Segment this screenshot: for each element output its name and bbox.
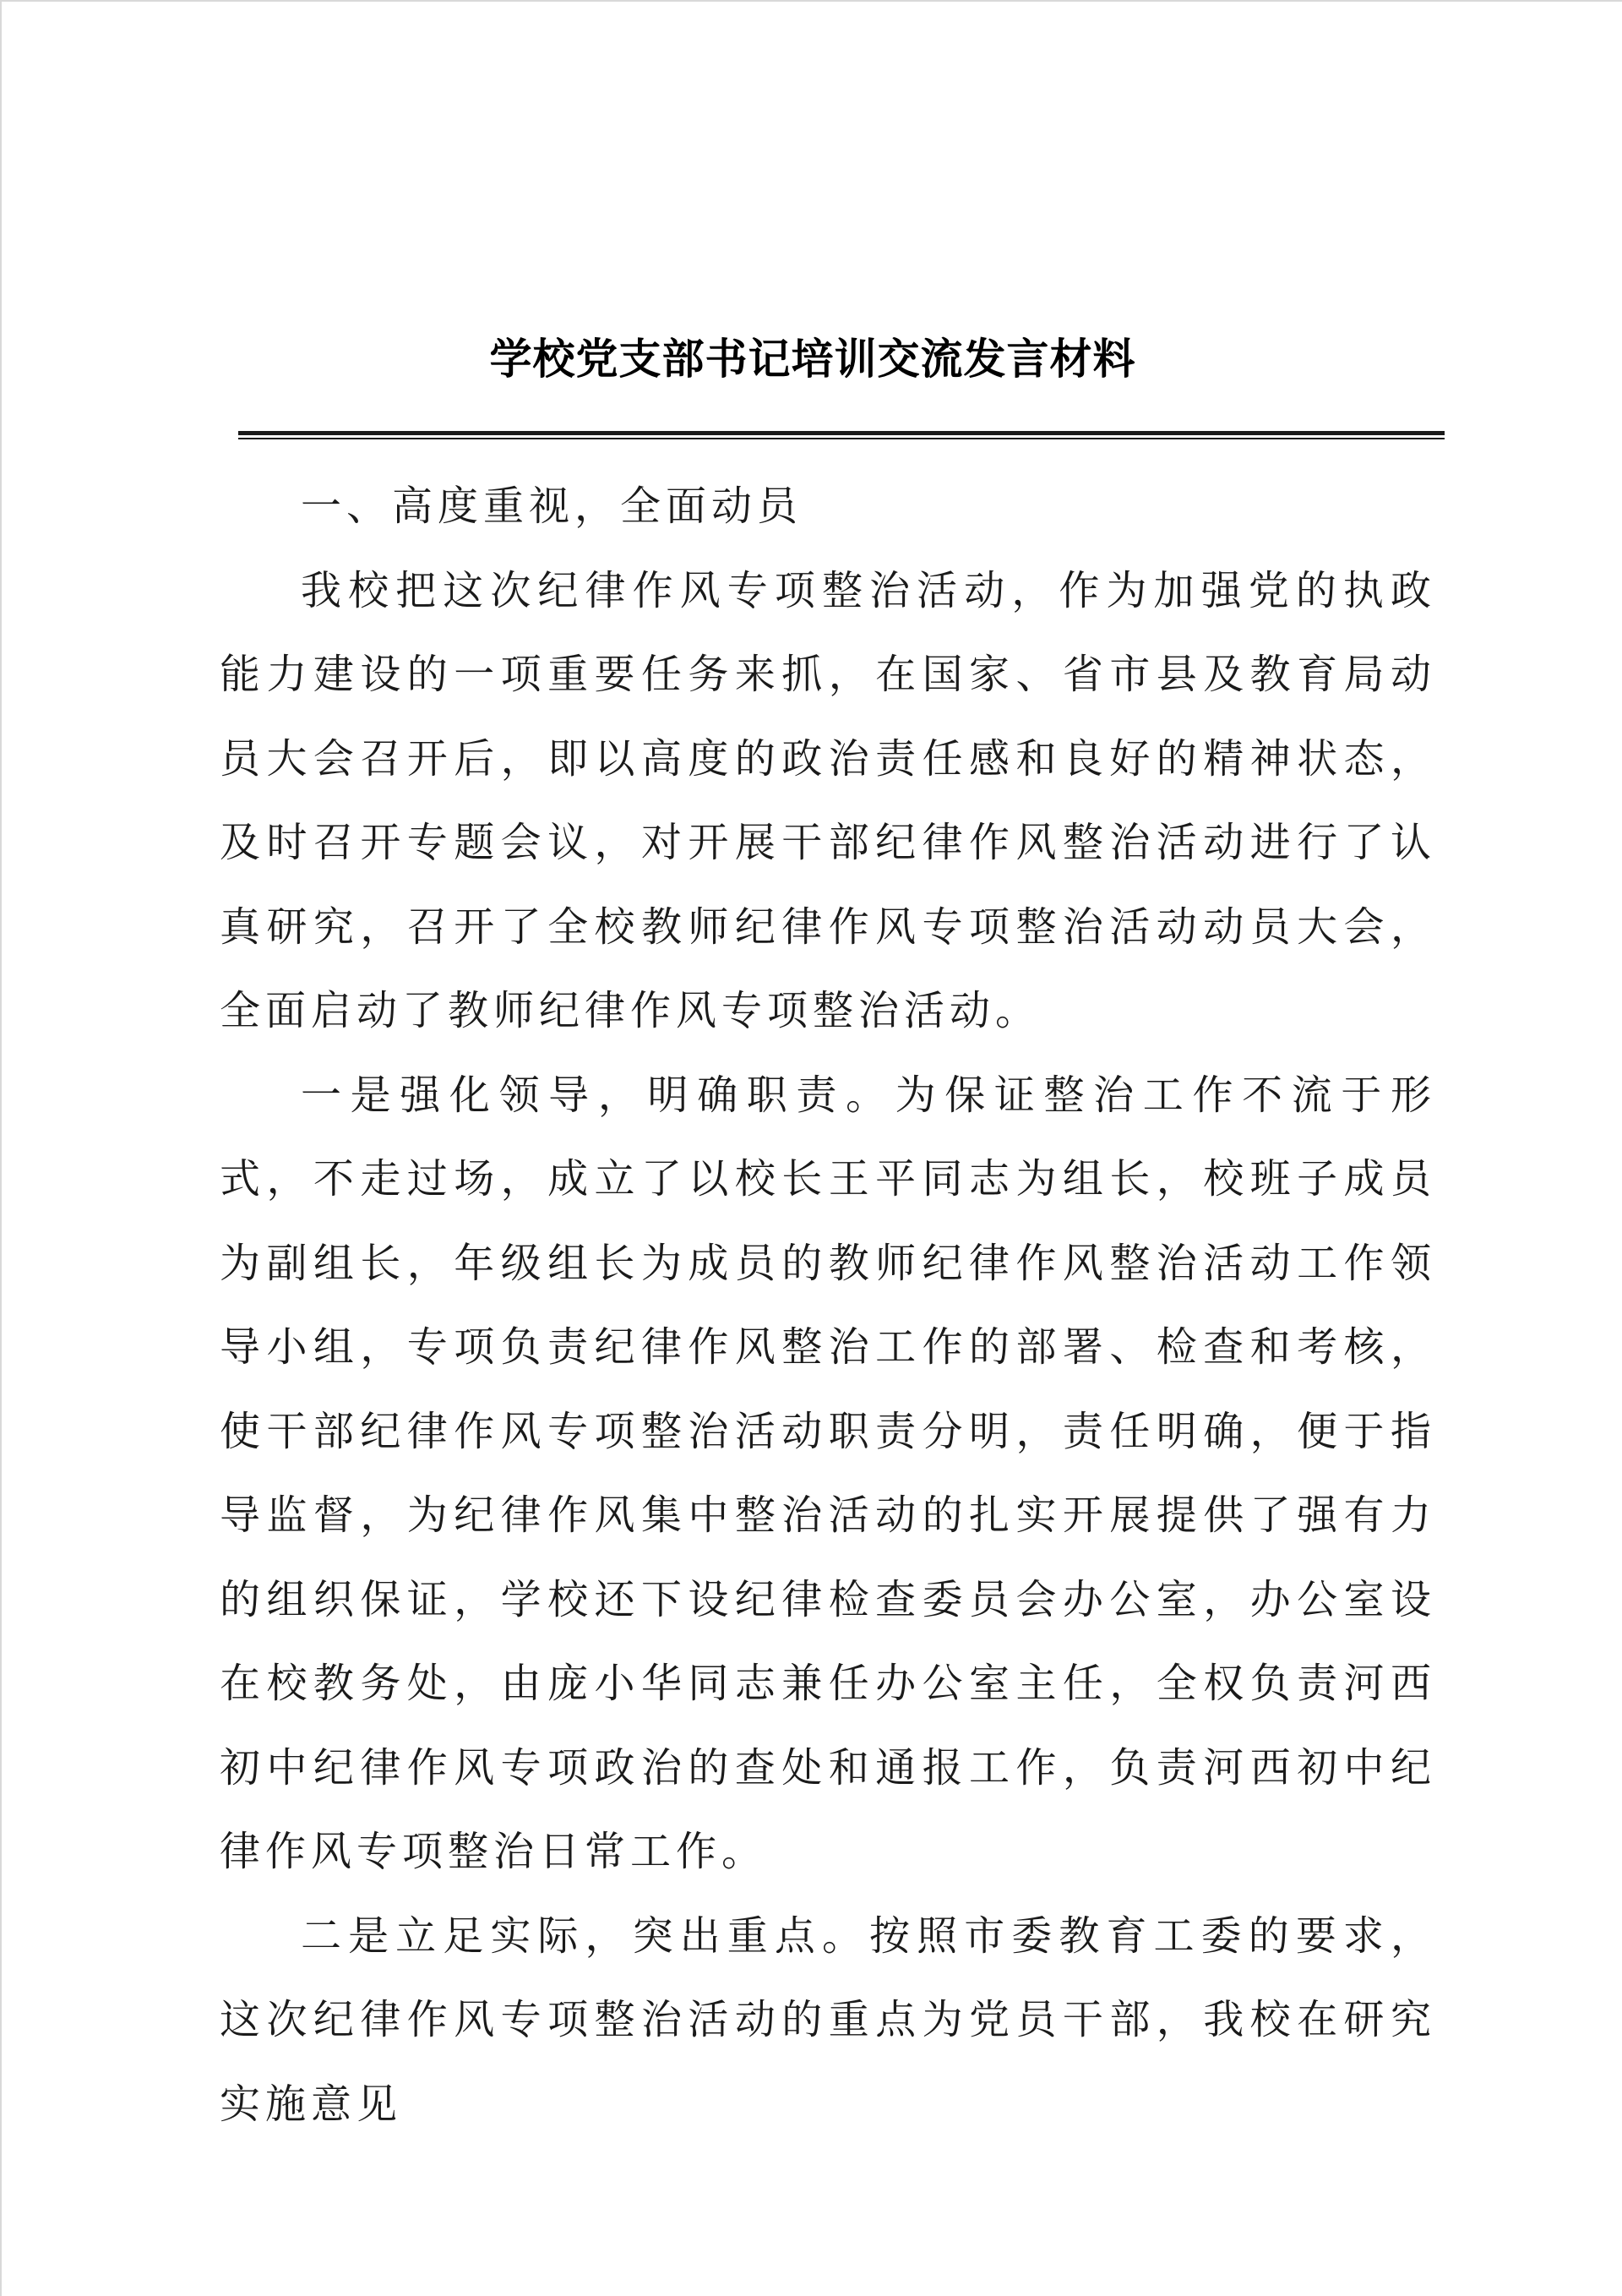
document-body bbox=[220, 465, 1436, 2146]
body-paragraph: 二是立足实际，突出重点。按照市委教育工委的要求，这次纪律作风专项整治活动的重点为党员干部，我校在研究实施意见 bbox=[220, 1912, 1436, 2128]
title-divider bbox=[238, 431, 1445, 439]
body-paragraph: 一是强化领导，明确职责。为保证整治工作不流于形式，不走过场，成立了以校长王平同志为组长，校班子成员为副组长，年级组长为成员的教师纪律作风整治活动工作领导小组，专项负责纪律作风整治工作的部署、检查和考核，使干部纪律作风专项整治活动职责分明，责任明确，便于指导监督，为纪律作风集中整治活动的扎实开展提供了强有力的组织保证，学校还下设纪律检查委员会办公室，办公室设在校教务处，由庞小华同志兼任办公室主任，全权负责河西初中纪律作风专项政治的查处和通报工作，负责河西初中纪律作风专项整治日常工作。 bbox=[220, 1071, 1436, 1875]
page-title: 学校党支部书记培训交流发言材料 bbox=[489, 334, 1136, 384]
body-paragraph: 我校把这次纪律作风专项整治活动，作为加强党的执政能力建设的一项重要任务来抓，在国家、省市县及教育局动员大会召开后，即以高度的政治责任感和良好的精神状态，及时召开专题会议，对开展干部纪律作风整治活动进行了认真研究，召开了全校教师纪律作风专项整治活动动员大会，全面启动了教师纪律作风专项整治活动。 bbox=[220, 566, 1436, 1034]
section-heading: 一、高度重视，全面动员 bbox=[301, 483, 803, 530]
